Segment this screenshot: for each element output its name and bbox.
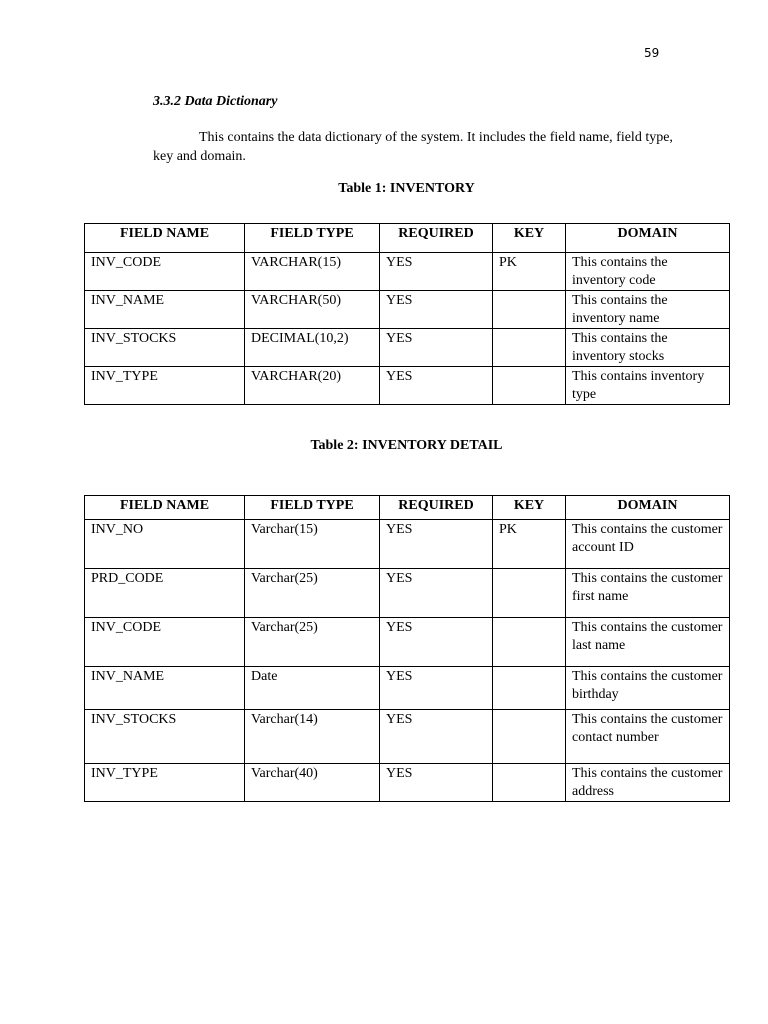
field-name-cell: INV_CODE: [85, 618, 245, 667]
column-header-domain: DOMAIN: [566, 224, 730, 253]
domain-cell: This contains the customer first name: [566, 569, 730, 618]
required-cell: YES: [380, 710, 493, 764]
column-header-key: KEY: [493, 224, 566, 253]
column-header-field-type: FIELD TYPE: [245, 224, 380, 253]
table-header-row: [85, 224, 730, 253]
required-cell: YES: [380, 367, 493, 405]
key-cell: [493, 764, 566, 802]
page-number: 59: [644, 46, 660, 60]
field-name-cell: INV_NO: [85, 520, 245, 569]
section-heading: 3.3.2 Data Dictionary: [153, 94, 278, 109]
key-cell: [493, 367, 566, 405]
column-header-required: REQUIRED: [380, 224, 493, 253]
field-type-cell: Varchar(40): [245, 764, 380, 802]
key-cell: [493, 291, 566, 329]
intro-paragraph: [153, 128, 673, 166]
table-row: [85, 367, 730, 405]
table-row: [85, 618, 730, 667]
field-type-cell: VARCHAR(20): [245, 367, 380, 405]
column-header-field-name: FIELD NAME: [85, 224, 245, 253]
table-row: [85, 291, 730, 329]
inventory-table: [84, 223, 730, 405]
domain-cell: This contains the inventory name: [566, 291, 730, 329]
table-2-caption: Table 2: INVENTORY DETAIL: [310, 438, 503, 453]
field-name-cell: INV_NAME: [85, 291, 245, 329]
key-cell: PK: [493, 253, 566, 291]
key-cell: [493, 710, 566, 764]
table-header-row: [85, 496, 730, 520]
field-name-cell: INV_TYPE: [85, 367, 245, 405]
column-header-required: REQUIRED: [380, 496, 493, 520]
inventory-detail-table: [84, 495, 730, 802]
column-header-key: KEY: [493, 496, 566, 520]
required-cell: YES: [380, 253, 493, 291]
field-type-cell: Varchar(15): [245, 520, 380, 569]
key-cell: [493, 667, 566, 710]
table-1-caption: Table 1: INVENTORY: [338, 181, 475, 196]
field-type-cell: DECIMAL(10,2): [245, 329, 380, 367]
domain-cell: This contains the customer account ID: [566, 520, 730, 569]
key-cell: [493, 569, 566, 618]
domain-cell: This contains the inventory stocks: [566, 329, 730, 367]
field-name-cell: INV_STOCKS: [85, 329, 245, 367]
field-type-cell: VARCHAR(50): [245, 291, 380, 329]
domain-cell: This contains the customer last name: [566, 618, 730, 667]
field-type-cell: Varchar(25): [245, 569, 380, 618]
key-cell: PK: [493, 520, 566, 569]
domain-cell: This contains the customer address: [566, 764, 730, 802]
field-name-cell: INV_TYPE: [85, 764, 245, 802]
key-cell: [493, 329, 566, 367]
field-name-cell: INV_CODE: [85, 253, 245, 291]
field-type-cell: Varchar(14): [245, 710, 380, 764]
field-name-cell: PRD_CODE: [85, 569, 245, 618]
domain-cell: This contains the customer contact number: [566, 710, 730, 764]
table-row: [85, 569, 730, 618]
field-type-cell: Varchar(25): [245, 618, 380, 667]
required-cell: YES: [380, 764, 493, 802]
field-name-cell: INV_STOCKS: [85, 710, 245, 764]
column-header-field-name: FIELD NAME: [85, 496, 245, 520]
required-cell: YES: [380, 329, 493, 367]
key-cell: [493, 618, 566, 667]
domain-cell: This contains inventory type: [566, 367, 730, 405]
domain-cell: This contains the inventory code: [566, 253, 730, 291]
required-cell: YES: [380, 618, 493, 667]
table-row: [85, 764, 730, 802]
field-type-cell: Date: [245, 667, 380, 710]
column-header-field-type: FIELD TYPE: [245, 496, 380, 520]
table-row: [85, 520, 730, 569]
required-cell: YES: [380, 569, 493, 618]
field-name-cell: INV_NAME: [85, 667, 245, 710]
table-row: [85, 710, 730, 764]
table-row: [85, 253, 730, 291]
required-cell: YES: [380, 291, 493, 329]
column-header-domain: DOMAIN: [566, 496, 730, 520]
field-type-cell: VARCHAR(15): [245, 253, 380, 291]
required-cell: YES: [380, 520, 493, 569]
domain-cell: This contains the customer birthday: [566, 667, 730, 710]
intro-text: This contains the data dictionary of the system. It includes the field name, field type, key and domain.: [153, 130, 673, 164]
table-row: [85, 329, 730, 367]
table-row: [85, 667, 730, 710]
required-cell: YES: [380, 667, 493, 710]
